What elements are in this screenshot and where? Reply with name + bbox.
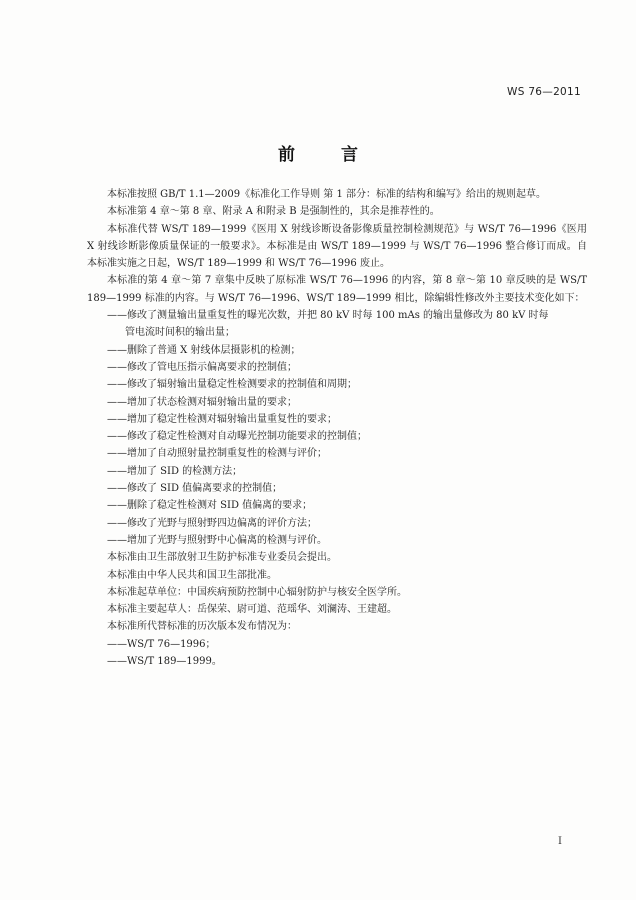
change-item: ——增加了状态检测对辐射输出量的要求；	[107, 396, 297, 408]
change-item: ——删除了普通 X 射线体层摄影机的检测；	[107, 344, 301, 356]
change-item: ——修改了光野与照射野四边偏离的评价方法；	[107, 517, 317, 529]
previous-edition-item: ——WS/T 189—1999。	[107, 656, 222, 668]
change-item-continuation: 管电流时间积的输出量；	[125, 327, 235, 339]
change-item: ——增加了 SID 的检测方法；	[107, 465, 243, 477]
foreword-body	[87, 186, 587, 670]
standard-code: WS 76—2011	[507, 86, 581, 98]
paragraph-approved-by: 本标准由中华人民共和国卫生部批准。	[107, 569, 277, 581]
page-number: I	[558, 836, 562, 847]
paragraph-previous-editions: 本标准所代替标准的历次版本发布情况为：	[107, 621, 297, 633]
change-item: ——修改了辐射输出量稳定性检测要求的控制值和周期；	[107, 379, 357, 391]
paragraph-proposed-by: 本标准由卫生部放射卫生防护标准专业委员会提出。	[107, 552, 337, 564]
paragraph-mandatory-parts: 本标准第 4 章～第 8 章、附录 A 和附录 B 是强制性的，其余是推荐性的。	[107, 206, 440, 218]
change-item: ——修改了管电压指示偏离要求的控制值；	[107, 361, 297, 373]
paragraph-drafting-unit: 本标准起草单位：中国疾病预防控制中心辐射防护与核安全医学所。	[107, 586, 407, 598]
change-item: ——增加了光野与照射野中心偏离的检测与评价。	[107, 534, 327, 546]
paragraph-replacement: 本标准代替 WS/T 189—1999《医用 X 射线诊断设备影像质量控制检测规范》与 WS/T 76—1996《医用 X 射线诊断影像质量保证的一般要求》。本标准是由 WS/T 189—1999 与 WS/T 76—1996 整合修订而成。自本标准实施之日起，WS/T 189—1999 和 WS/T 76—1996 废止。	[87, 223, 587, 270]
change-item: ——修改了 SID 值偏离要求的控制值；	[107, 483, 283, 495]
change-item: ——修改了稳定性检测对自动曝光控制功能要求的控制值；	[107, 431, 367, 443]
page-title: 前 言	[278, 145, 378, 165]
previous-edition-item: ——WS/T 76—1996；	[107, 638, 216, 650]
paragraph-drafting-rules: 本标准按照 GB/T 1.1—2009《标准化工作导则 第 1 部分：标准的结构和编写》给出的规则起草。	[107, 189, 546, 200]
change-item: ——增加了自动照射量控制重复性的检测与评价；	[107, 448, 327, 460]
change-item: ——删除了稳定性检测对 SID 值偏离的要求；	[107, 500, 313, 512]
change-item: ——修改了测量输出量重复性的曝光次数，并把 80 kV 时每 100 mAs 的输出量修改为 80 kV 时每	[107, 310, 549, 322]
change-item: ——增加了稳定性检测对辐射输出量重复性的要求；	[107, 413, 337, 425]
paragraph-technical-changes: 本标准的第 4 章～第 7 章集中反映了原标准 WS/T 76—1996 的内容，第 8 章～第 10 章反映的是 WS/T 189—1999 标准的内容。与 WS/T 76—1996、WS/T 189—1999 相比，除编辑性修改外主要技术变化如下：	[87, 275, 587, 304]
paragraph-drafters: 本标准主要起草人：岳保荣、尉可道、范瑶华、刘澜涛、王建超。	[107, 604, 397, 616]
